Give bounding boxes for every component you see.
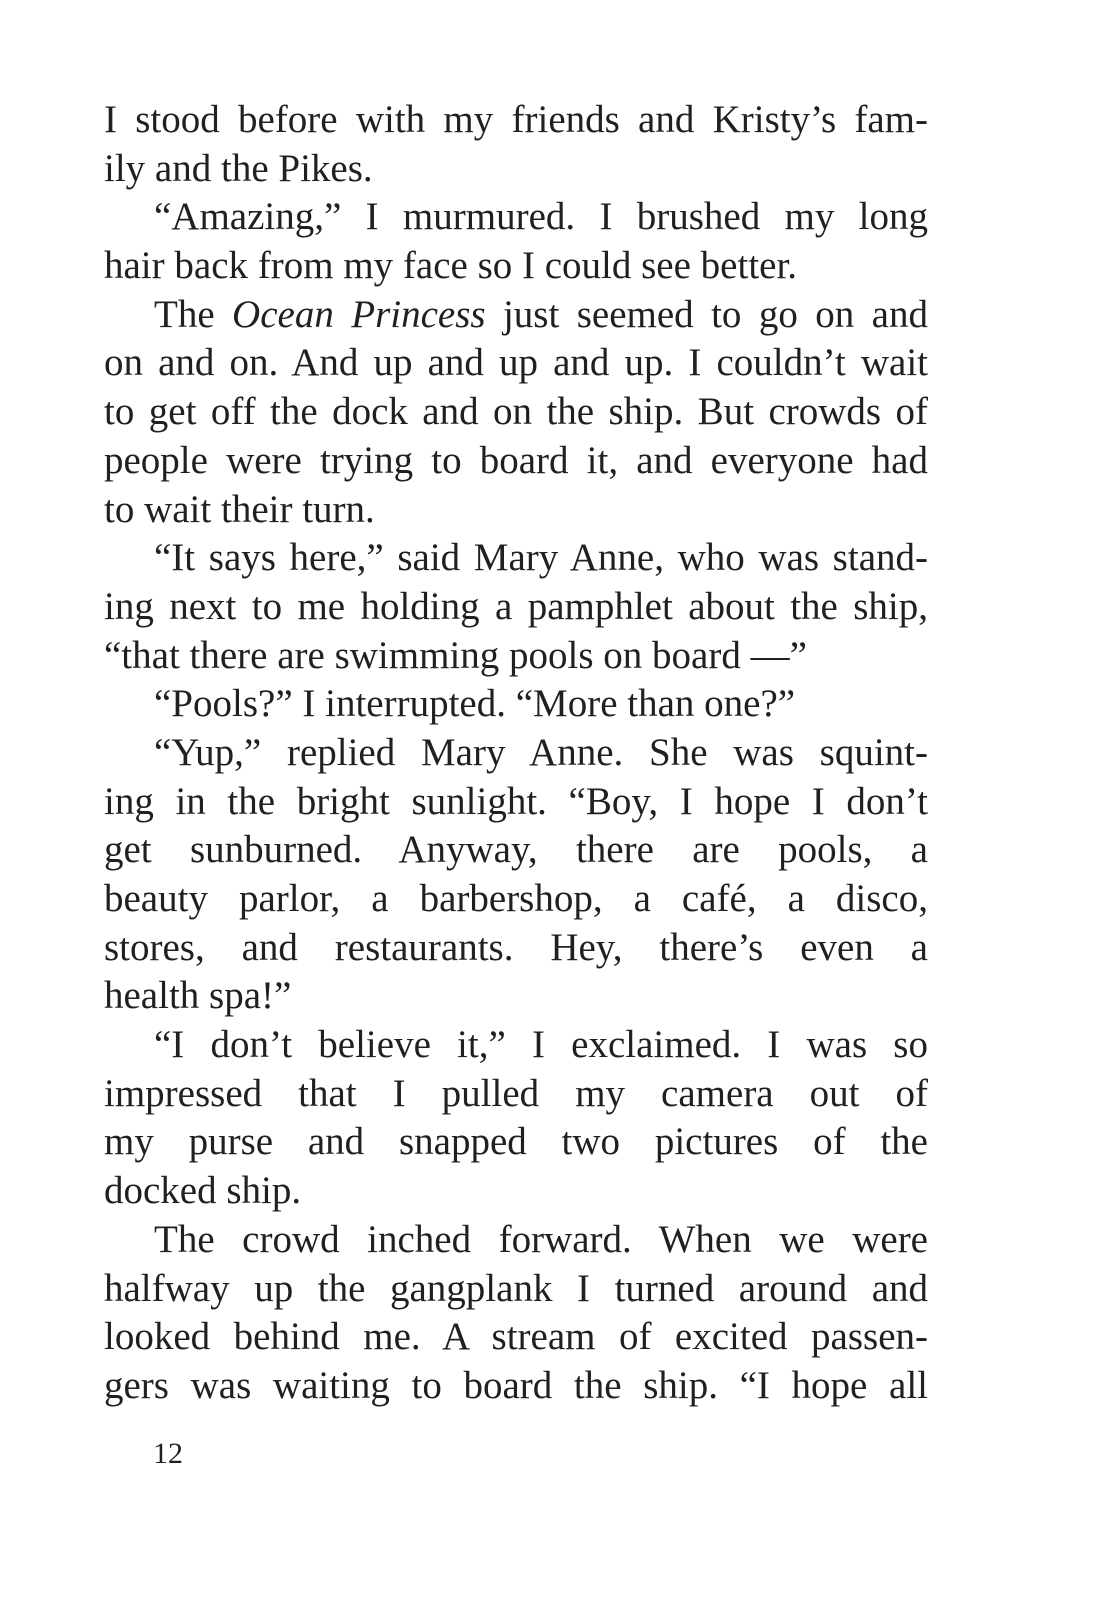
- text-line: my purse and snapped two pictures of the: [104, 1120, 928, 1164]
- text-line: ing in the bright sunlight. “Boy, I hope I don’t: [104, 779, 928, 823]
- text-line: The crowd inched forward. When we were: [154, 1217, 928, 1261]
- text-line: hair back from my face so I could see better.: [104, 244, 798, 288]
- text-line: gers was waiting to board the ship. “I hope all: [104, 1363, 928, 1407]
- text-line: halfway up the gangplank I turned around and: [104, 1266, 928, 1310]
- text-line: I stood before with my friends and Kristy’s fam-: [104, 98, 928, 141]
- text-line: people were trying to board it, and everyone had: [104, 438, 928, 482]
- body-text: [104, 96, 928, 1411]
- page-number: 12: [153, 1437, 183, 1470]
- text-line: ily and the Pikes.: [104, 146, 373, 190]
- text-segment: The: [154, 292, 233, 336]
- text-line: stores, and restaurants. Hey, there’s even a: [104, 925, 928, 969]
- text-segment: just seemed to go on and: [485, 292, 928, 336]
- text-line: “that there are swimming pools on board —”: [104, 633, 807, 677]
- text-line: health spa!”: [104, 974, 292, 1018]
- text-line: “It says here,” said Mary Anne, who was stand-: [154, 536, 928, 580]
- text-line: “Amazing,” I murmured. I brushed my long: [154, 195, 928, 239]
- text-line: [104, 291, 928, 340]
- text-line: to get off the dock and on the ship. But crowds of: [104, 390, 928, 434]
- text-line: “Pools?” I interrupted. “More than one?”: [154, 682, 796, 726]
- text-line: to wait their turn.: [104, 487, 375, 531]
- text-line: impressed that I pulled my camera out of: [104, 1071, 928, 1115]
- text-line: looked behind me. A stream of excited passen-: [104, 1315, 928, 1359]
- text-line: ing next to me holding a pamphlet about the ship,: [104, 584, 928, 628]
- text-line: on and on. And up and up and up. I couldn’t wait: [104, 341, 928, 385]
- text-line: “I don’t believe it,” I exclaimed. I was so: [154, 1023, 928, 1067]
- text-line: beauty parlor, a barbershop, a café, a disco,: [104, 877, 928, 920]
- text-line: docked ship.: [104, 1169, 302, 1213]
- ship-name-italic: Ocean Princess: [232, 292, 486, 336]
- text-line: “Yup,” replied Mary Anne. She was squint-: [154, 730, 928, 774]
- text-line: get sunburned. Anyway, there are pools, a: [104, 828, 928, 872]
